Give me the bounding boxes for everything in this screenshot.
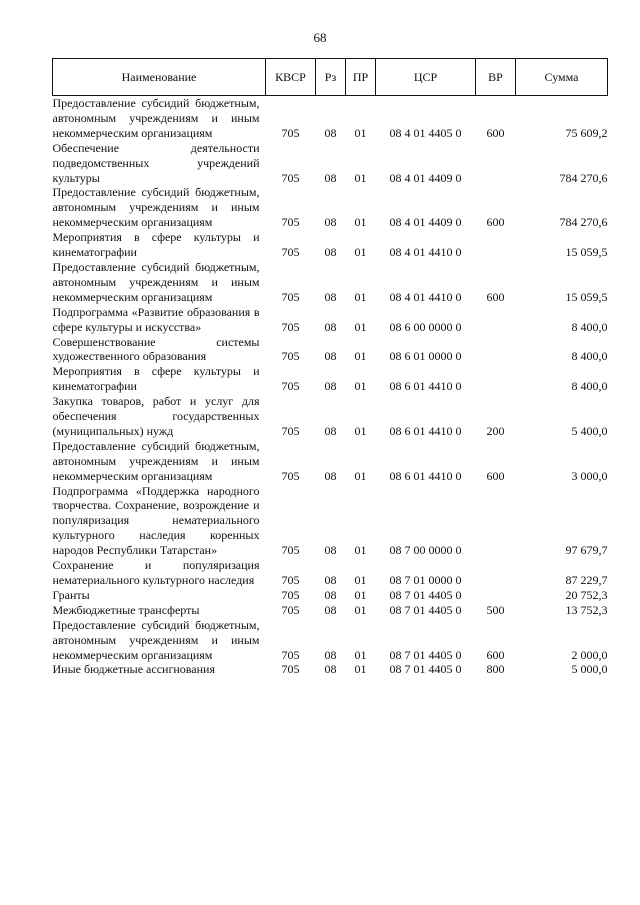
cell-pr: 01 — [354, 573, 367, 587]
cell-name: Сохранение и популяризация нематериального культурного наследия — [52, 558, 260, 587]
cell-vr: 600 — [486, 289, 505, 304]
header-name: Наименование — [53, 59, 266, 96]
cell-name: Мероприятия в сфере культуры и кинематографии — [52, 364, 260, 394]
cell-csr: 08 6 01 4410 0 — [389, 423, 462, 438]
cell-kvsr: 705 — [281, 349, 300, 364]
cell-pr: 01 — [354, 647, 367, 662]
cell-csr: 08 6 00 0000 0 — [389, 319, 462, 334]
page-number: 68 — [313, 30, 327, 45]
cell-pr: 01 — [354, 349, 367, 364]
cell-csr: 08 6 01 4410 0 — [389, 468, 462, 483]
cell-vr — [476, 230, 516, 260]
cell-rz: 08 — [324, 573, 337, 587]
cell-csr: 08 6 01 4410 0 — [389, 379, 462, 394]
cell-sum: 20 752,3 — [565, 587, 608, 602]
cell-sum: 15 059,5 — [565, 289, 608, 304]
cell-name: Обеспечение деятельности подведомственных учреждений культуры — [52, 140, 260, 185]
cell-csr: 08 4 01 4409 0 — [389, 170, 462, 185]
cell-vr: 200 — [486, 423, 505, 438]
header-pr: ПР — [346, 59, 376, 96]
cell-kvsr: 705 — [281, 602, 300, 617]
cell-csr: 08 7 01 4405 0 — [389, 647, 462, 662]
cell-sum: 87 229,7 — [565, 573, 608, 587]
cell-rz: 08 — [324, 587, 337, 602]
header-sum: Сумма — [516, 59, 608, 96]
cell-name: Подпрограмма «Развитие образования в сфере культуры и искусства» — [52, 304, 260, 334]
cell-csr: 08 4 01 4410 0 — [389, 289, 462, 304]
cell-rz: 08 — [324, 423, 337, 438]
cell-rz: 08 — [324, 319, 337, 334]
cell-kvsr: 705 — [281, 289, 300, 304]
cell-rz: 08 — [324, 289, 337, 304]
cell-kvsr: 705 — [281, 319, 300, 334]
cell-pr: 01 — [354, 543, 367, 558]
cell-rz: 08 — [324, 349, 337, 364]
cell-sum: 8 400,0 — [571, 349, 608, 364]
cell-rz: 08 — [324, 379, 337, 394]
cell-pr: 01 — [354, 215, 367, 230]
cell-kvsr: 705 — [281, 215, 300, 230]
cell-kvsr: 705 — [281, 245, 300, 260]
cell-sum: 75 609,2 — [565, 125, 608, 140]
cell-sum: 5 400,0 — [571, 423, 608, 438]
cell-name: Межбюджетные трансферты — [52, 602, 200, 617]
cell-vr: 600 — [486, 647, 505, 662]
cell-vr: 500 — [486, 602, 505, 617]
cell-rz: 08 — [324, 543, 337, 558]
cell-name: Гранты — [52, 587, 90, 602]
table-row — [53, 394, 608, 439]
cell-name: Предоставление субсидий бюджетным, автономным учреждениям и иным некоммерческим организациям — [52, 438, 260, 483]
cell-vr: 800 — [486, 662, 505, 677]
cell-rz: 08 — [324, 125, 337, 140]
cell-pr: 01 — [354, 379, 367, 394]
cell-csr: 08 7 01 4405 0 — [389, 587, 462, 602]
cell-csr: 08 7 00 0000 0 — [389, 543, 462, 558]
header-kvsr: КВСР — [266, 59, 316, 96]
table-row — [53, 603, 608, 618]
table-row — [53, 588, 608, 603]
cell-pr: 01 — [354, 170, 367, 185]
cell-sum: 8 400,0 — [571, 319, 608, 334]
cell-rz: 08 — [324, 170, 337, 185]
cell-vr — [476, 364, 516, 394]
cell-name: Предоставление субсидий бюджетным, автономным учреждениям и иным некоммерческим организациям — [52, 185, 260, 230]
cell-vr: 600 — [486, 125, 505, 140]
cell-csr: 08 4 01 4405 0 — [389, 125, 462, 140]
cell-vr — [476, 588, 516, 603]
cell-csr: 08 4 01 4409 0 — [389, 215, 462, 230]
cell-sum: 784 270,6 — [559, 170, 608, 185]
cell-rz: 08 — [324, 215, 337, 230]
table-row — [53, 439, 608, 484]
cell-vr — [476, 484, 516, 559]
cell-name: Предоставление субсидий бюджетным, автономным учреждениям и иным некоммерческим организациям — [52, 259, 260, 304]
cell-sum: 2 000,0 — [571, 647, 608, 662]
table-row — [53, 618, 608, 663]
cell-kvsr: 705 — [281, 587, 300, 602]
cell-pr: 01 — [354, 245, 367, 260]
table-row — [53, 364, 608, 394]
cell-kvsr: 705 — [281, 647, 300, 662]
cell-name: Подпрограмма «Поддержка народного творчества. Сохранение, возрождение и популяризация нематериального культурного наследия коренных народов Республики Татарстан» — [52, 483, 260, 558]
cell-sum: 3 000,0 — [571, 468, 608, 483]
cell-csr: 08 7 01 4405 0 — [389, 602, 462, 617]
cell-pr: 01 — [354, 289, 367, 304]
table-row — [53, 96, 608, 141]
cell-kvsr: 705 — [281, 468, 300, 483]
cell-csr: 08 4 01 4410 0 — [389, 245, 462, 260]
table-row — [53, 558, 608, 588]
header-vr: ВР — [476, 59, 516, 96]
cell-csr: 08 7 01 4405 0 — [389, 662, 462, 677]
cell-vr — [476, 305, 516, 335]
cell-kvsr: 705 — [281, 543, 300, 558]
cell-pr: 01 — [354, 423, 367, 438]
cell-vr: 600 — [486, 468, 505, 483]
cell-pr: 01 — [354, 468, 367, 483]
cell-name: Иные бюджетные ассигнования — [52, 662, 215, 677]
table-body — [53, 96, 608, 678]
table-row — [53, 141, 608, 186]
cell-csr: 08 7 01 0000 0 — [389, 573, 462, 587]
table-header — [53, 59, 608, 96]
cell-name: Мероприятия в сфере культуры и кинематографии — [52, 230, 260, 260]
cell-name: Закупка товаров, работ и услуг для обеспечения государственных (муниципальных) нужд — [52, 394, 260, 438]
cell-kvsr: 705 — [281, 573, 300, 587]
table-row — [53, 484, 608, 559]
cell-sum: 15 059,5 — [565, 245, 608, 260]
cell-sum: 13 752,3 — [565, 602, 608, 617]
cell-name: Совершенствование системы художественного образования — [52, 334, 260, 364]
cell-rz: 08 — [324, 245, 337, 260]
cell-sum: 97 679,7 — [565, 543, 608, 558]
header-rz: Рз — [316, 59, 346, 96]
table-row — [53, 305, 608, 335]
cell-pr: 01 — [354, 602, 367, 617]
header-csr: ЦСР — [376, 59, 476, 96]
cell-rz: 08 — [324, 602, 337, 617]
cell-sum: 8 400,0 — [571, 379, 608, 394]
cell-pr: 01 — [354, 587, 367, 602]
cell-vr — [476, 335, 516, 365]
table-row — [53, 335, 608, 365]
budget-table — [52, 58, 608, 677]
cell-name: Предоставление субсидий бюджетным, автономным учреждениям и иным некоммерческим организациям — [52, 96, 260, 140]
cell-vr: 600 — [486, 215, 505, 230]
cell-sum: 784 270,6 — [559, 215, 608, 230]
table-row — [53, 260, 608, 305]
cell-rz: 08 — [324, 647, 337, 662]
table-row — [53, 185, 608, 230]
cell-pr: 01 — [354, 125, 367, 140]
table-row — [53, 662, 608, 677]
cell-kvsr: 705 — [281, 379, 300, 394]
cell-vr — [476, 141, 516, 186]
cell-kvsr: 705 — [281, 125, 300, 140]
cell-kvsr: 705 — [281, 170, 300, 185]
cell-vr — [476, 558, 516, 588]
cell-sum: 5 000,0 — [571, 662, 608, 677]
cell-kvsr: 705 — [281, 662, 300, 677]
cell-rz: 08 — [324, 468, 337, 483]
cell-pr: 01 — [354, 662, 367, 677]
cell-name: Предоставление субсидий бюджетным, автономным учреждениям и иным некоммерческим организациям — [52, 617, 260, 662]
cell-csr: 08 6 01 0000 0 — [389, 349, 462, 364]
cell-kvsr: 705 — [281, 423, 300, 438]
table-row — [53, 230, 608, 260]
cell-pr: 01 — [354, 319, 367, 334]
cell-rz: 08 — [324, 662, 337, 677]
